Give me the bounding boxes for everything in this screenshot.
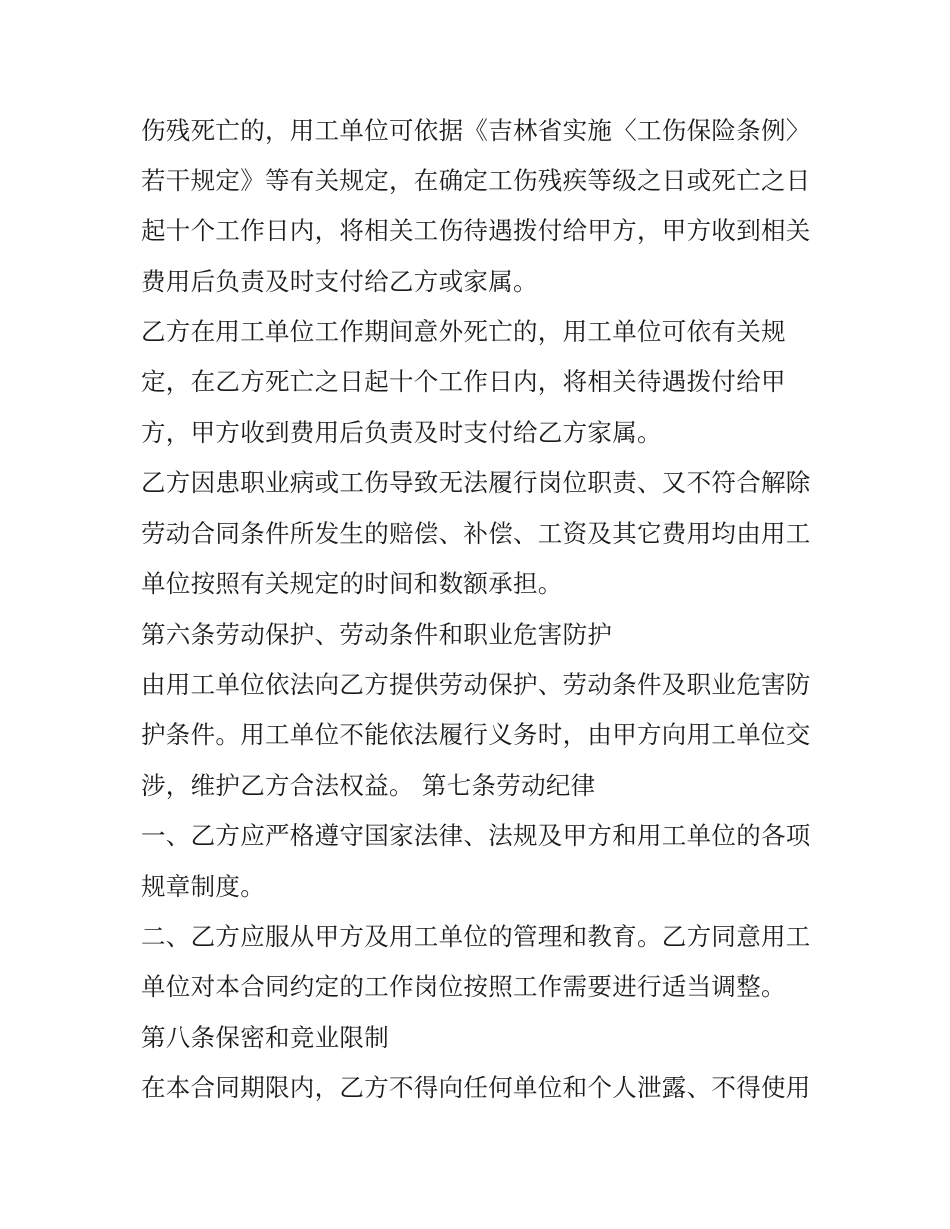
text-line: 乙方因患职业病或工伤导致无法履行岗位职责、又不符合解除 bbox=[141, 468, 811, 497]
text-line: 费用后负责及时支付给乙方或家属。 bbox=[141, 267, 538, 296]
text-line: 护条件。用工单位不能依法履行义务时，由甲方向用工单位交 bbox=[141, 720, 811, 749]
text-line: 伤残死亡的，用工单位可依据《吉林省实施〈工伤保险条例〉 bbox=[141, 116, 811, 145]
text-line: 涉，维护乙方合法权益。 第七条劳动纪律 bbox=[141, 771, 596, 800]
text-line: 单位按照有关规定的时间和数额承担。 bbox=[141, 569, 563, 598]
section-heading: 第六条劳动保护、劳动条件和职业危害防护 bbox=[141, 620, 613, 649]
text-line: 乙方在用工单位工作期间意外死亡的，用工单位可依有关规 bbox=[141, 317, 786, 346]
text-line: 一、乙方应严格遵守国家法律、法规及甲方和用工单位的各项 bbox=[141, 821, 811, 850]
text-line: 劳动合同条件所发生的赔偿、补偿、工资及其它费用均由用工 bbox=[141, 519, 811, 548]
text-line: 单位对本合同约定的工作岗位按照工作需要进行适当调整。 bbox=[141, 972, 786, 1001]
text-line: 二、乙方应服从甲方及用工单位的管理和教育。乙方同意用工 bbox=[141, 922, 811, 951]
text-line: 若干规定》等有关规定，在确定工伤残疾等级之日或死亡之日 bbox=[141, 166, 811, 195]
text-line: 方，甲方收到费用后负责及时支付给乙方家属。 bbox=[141, 418, 662, 447]
text-line: 规章制度。 bbox=[141, 872, 265, 901]
text-line: 由用工单位依法向乙方提供劳动保护、劳动条件及职业危害防 bbox=[141, 670, 811, 699]
text-line: 定，在乙方死亡之日起十个工作日内，将相关待遇拨付给甲 bbox=[141, 367, 786, 396]
text-line: 在本合同期限内，乙方不得向任何单位和个人泄露、不得使用 bbox=[141, 1073, 811, 1102]
text-line: 起十个工作日内，将相关工伤待遇拨付给甲方，甲方收到相关 bbox=[141, 216, 811, 245]
section-heading: 第八条保密和竞业限制 bbox=[141, 1023, 389, 1052]
